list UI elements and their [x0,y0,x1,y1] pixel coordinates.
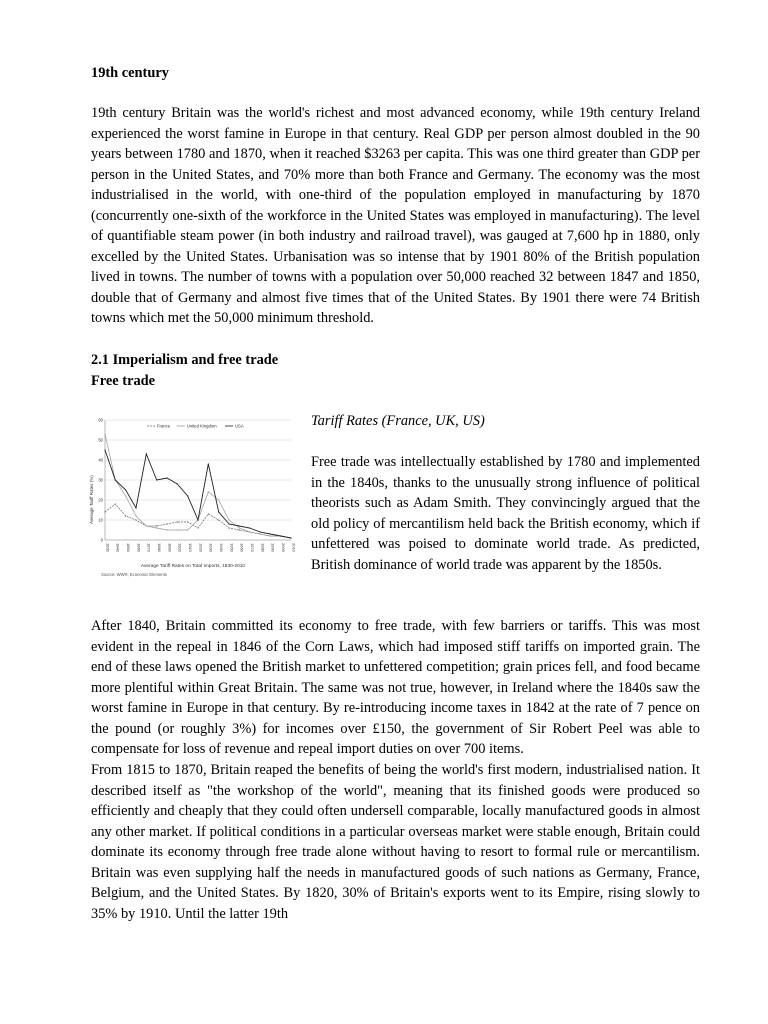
section-heading: 19th century [91,65,169,81]
chart-x-tick-label: 1900 [177,543,183,552]
chart-y-tick-label: 40 [98,457,103,463]
chart-point [187,529,188,530]
chart-x-tick-label: 1860 [136,543,142,552]
chart-legend-label: France [157,423,171,429]
chart-point [156,479,157,480]
chart-y-tick-label: 30 [98,477,103,483]
chart-y-axis-label: Average Tariff Rates (%) [89,475,94,524]
chart-point [156,525,157,526]
chart-legend [147,424,244,429]
chart-legend-label: United Kingdom [186,423,217,429]
paragraph-after-1840: After 1840, Britain committed its economy to free trade, with few barriers or tariffs. This was most evident in the repeal in 1846 of the Corn Laws, which had imposed stiff tariffs on imported grain. The end of these laws opened the British market to unfettered competition; grain prices fell, and food became more plentiful within Great Britain. The same was not true, however, in Ireland where the 1840s saw the worst famine in Europe in that century. By re-introducing income taxes in 1842 at the rate of 7 pence on the pound (or roughly 3%) for incomes over £150, the government of Sir Robert Peel was able to compensate for loss of revenue and repeal import duties on over 700 items. [91,618,700,757]
chart-point [208,513,209,514]
chart-point [135,507,136,508]
chart-point [249,531,250,532]
chart-point [125,489,126,490]
chart-x-tick-label: 1890 [167,543,173,552]
chart-x-tick-label: 1950 [229,543,235,552]
chart-point [208,463,209,464]
chart-source: Source: WWR, Economic Elements [101,572,167,577]
chart-point [125,495,126,496]
chart-point [104,449,105,450]
chart-point [270,535,271,536]
chart-x-tick-label: 1910 [188,543,194,552]
chart-point [228,527,229,528]
chart-legend-label: USA [235,423,244,429]
chart-point [166,477,167,478]
chart-y-tick-label: 20 [98,497,103,503]
tariff-chart-figure [89,412,296,582]
chart-y-ticks [98,418,103,543]
chart-gridlines [105,420,291,540]
chart-point [208,491,209,492]
chart-point [115,479,116,480]
chart-point [218,519,219,520]
chart-point [280,535,281,536]
chart-x-ticks [105,543,296,553]
chart-y-tick-label: 10 [98,517,103,523]
free-trade-paragraph: Free trade was intellectually established by 1780 and implemented in the 1840s, thanks to the unusually strong influence of political theorists such as Adam Smith. They convincingly argued that the old policy of mercantilism held back the British economy, which if unfettered was poised to dominate world trade. As predicted, British dominance of world trade was apparent by the 1850s. [311,454,700,573]
chart-point [197,527,198,528]
chart-point [135,515,136,516]
intro-paragraph: 19th century Britain was the world's richest and most advanced economy, while 19th century Ireland experienced the worst famine in Europe in that century. Real GDP per person almost doubled in the 90 years between 1780 and 1870, when it reached $3263 per capita. This was one third greater than GDP per person in the United States, and 70% more than both France and Germany. The economy was the most industrialised in the world, with one-third of the population employed in manufacturing by 1870 (concurrently one-sixth of the workforce in the United States was employed in manufacturing). The level of quantifiable steam power (in both industry and railroad travel), was gauged at 7,600 hp in 1880, only excelled by the United States. Urbanisation was so intense that by 1901 80% of the British population lived in towns. The number of towns with a population over 50,000 reached 32 between 1847 and 1850, double that of Germany and almost five times that of the United States. By 1901 there were 74 British towns which met the 50,000 minimum threshold. [91,105,700,326]
chart-point [290,537,291,538]
tariff-chart [89,412,296,582]
chart-point [228,523,229,524]
chart-point [115,503,116,504]
subsubsection-heading: Free trade [91,373,156,389]
chart-x-tick-label: 1970 [250,543,256,552]
chart-point [104,433,105,434]
chart-x-tick-label: 1850 [126,543,132,552]
chart-point [259,531,260,532]
chart-point [146,453,147,454]
chart-x-tick-label: 1920 [198,543,204,552]
chart-y-tick-label: 0 [100,537,103,543]
chart-x-tick-label: 1870 [146,543,152,552]
chart-x-tick-label: 2000 [281,543,287,552]
chart-point [177,483,178,484]
chart-point [218,499,219,500]
chart-point [104,511,105,512]
chart-x-tick-label: 1880 [157,543,163,552]
chart-point [239,529,240,530]
chart-series-lines [104,433,291,538]
subsection-heading: 2.1 Imperialism and free trade [91,352,279,368]
chart-point [166,523,167,524]
chart-point [135,519,136,520]
chart-y-tick-label: 60 [98,417,103,423]
chart-x-tick-label: 1830 [105,543,111,552]
chart-y-tick-label: 50 [98,437,103,443]
chart-point [177,521,178,522]
chart-x-tick-label: 1960 [239,543,245,552]
chart-point [187,495,188,496]
chart-point [270,533,271,534]
chart-x-tick-label: 1840 [115,543,121,552]
chart-x-tick-label: 1930 [208,543,214,552]
chart-point [146,525,147,526]
chart-point [239,525,240,526]
chart-series-line-united-kingdom [105,434,291,538]
chart-point [187,521,188,522]
chart-point [166,529,167,530]
figure-caption: Tariff Rates (France, UK, US) [311,413,485,429]
chart-point [156,527,157,528]
chart-point [197,519,198,520]
chart-point [218,511,219,512]
chart-title: Average Tariff Rates on Total Imports, 1830-2010 [140,564,246,569]
paragraph-1815-1870: From 1815 to 1870, Britain reaped the benefits of being the world's first modern, industrialised nation. It described itself as "the workshop of the world", meaning that its finished goods were produced so efficiently and cheaply that they could often undersell comparable, locally manufactured goods in almost any other market. If political conditions in a particular overseas market were stable enough, Britain could dominate its economy through free trade alone without having to resort to formal rule or mercantilism. Britain was even supplying half the needs in manufactured goods of such nations as Germany, France, Belgium, and the United States. By 1820, 30% of Britain's exports went to its Empire, rising slowly to 35% by 1910. Until the latter 19th [91,762,700,922]
chart-point [125,515,126,516]
chart-point [259,533,260,534]
chart-point [177,529,178,530]
chart-point [228,519,229,520]
chart-x-tick-label: 1980 [260,543,266,552]
chart-x-tick-label: 1940 [219,543,225,552]
chart-x-tick-label: 1990 [270,543,276,552]
chart-x-tick-label: 2010 [291,543,296,552]
chart-point [239,527,240,528]
chart-series-line-usa [105,450,291,538]
chart-point [249,527,250,528]
